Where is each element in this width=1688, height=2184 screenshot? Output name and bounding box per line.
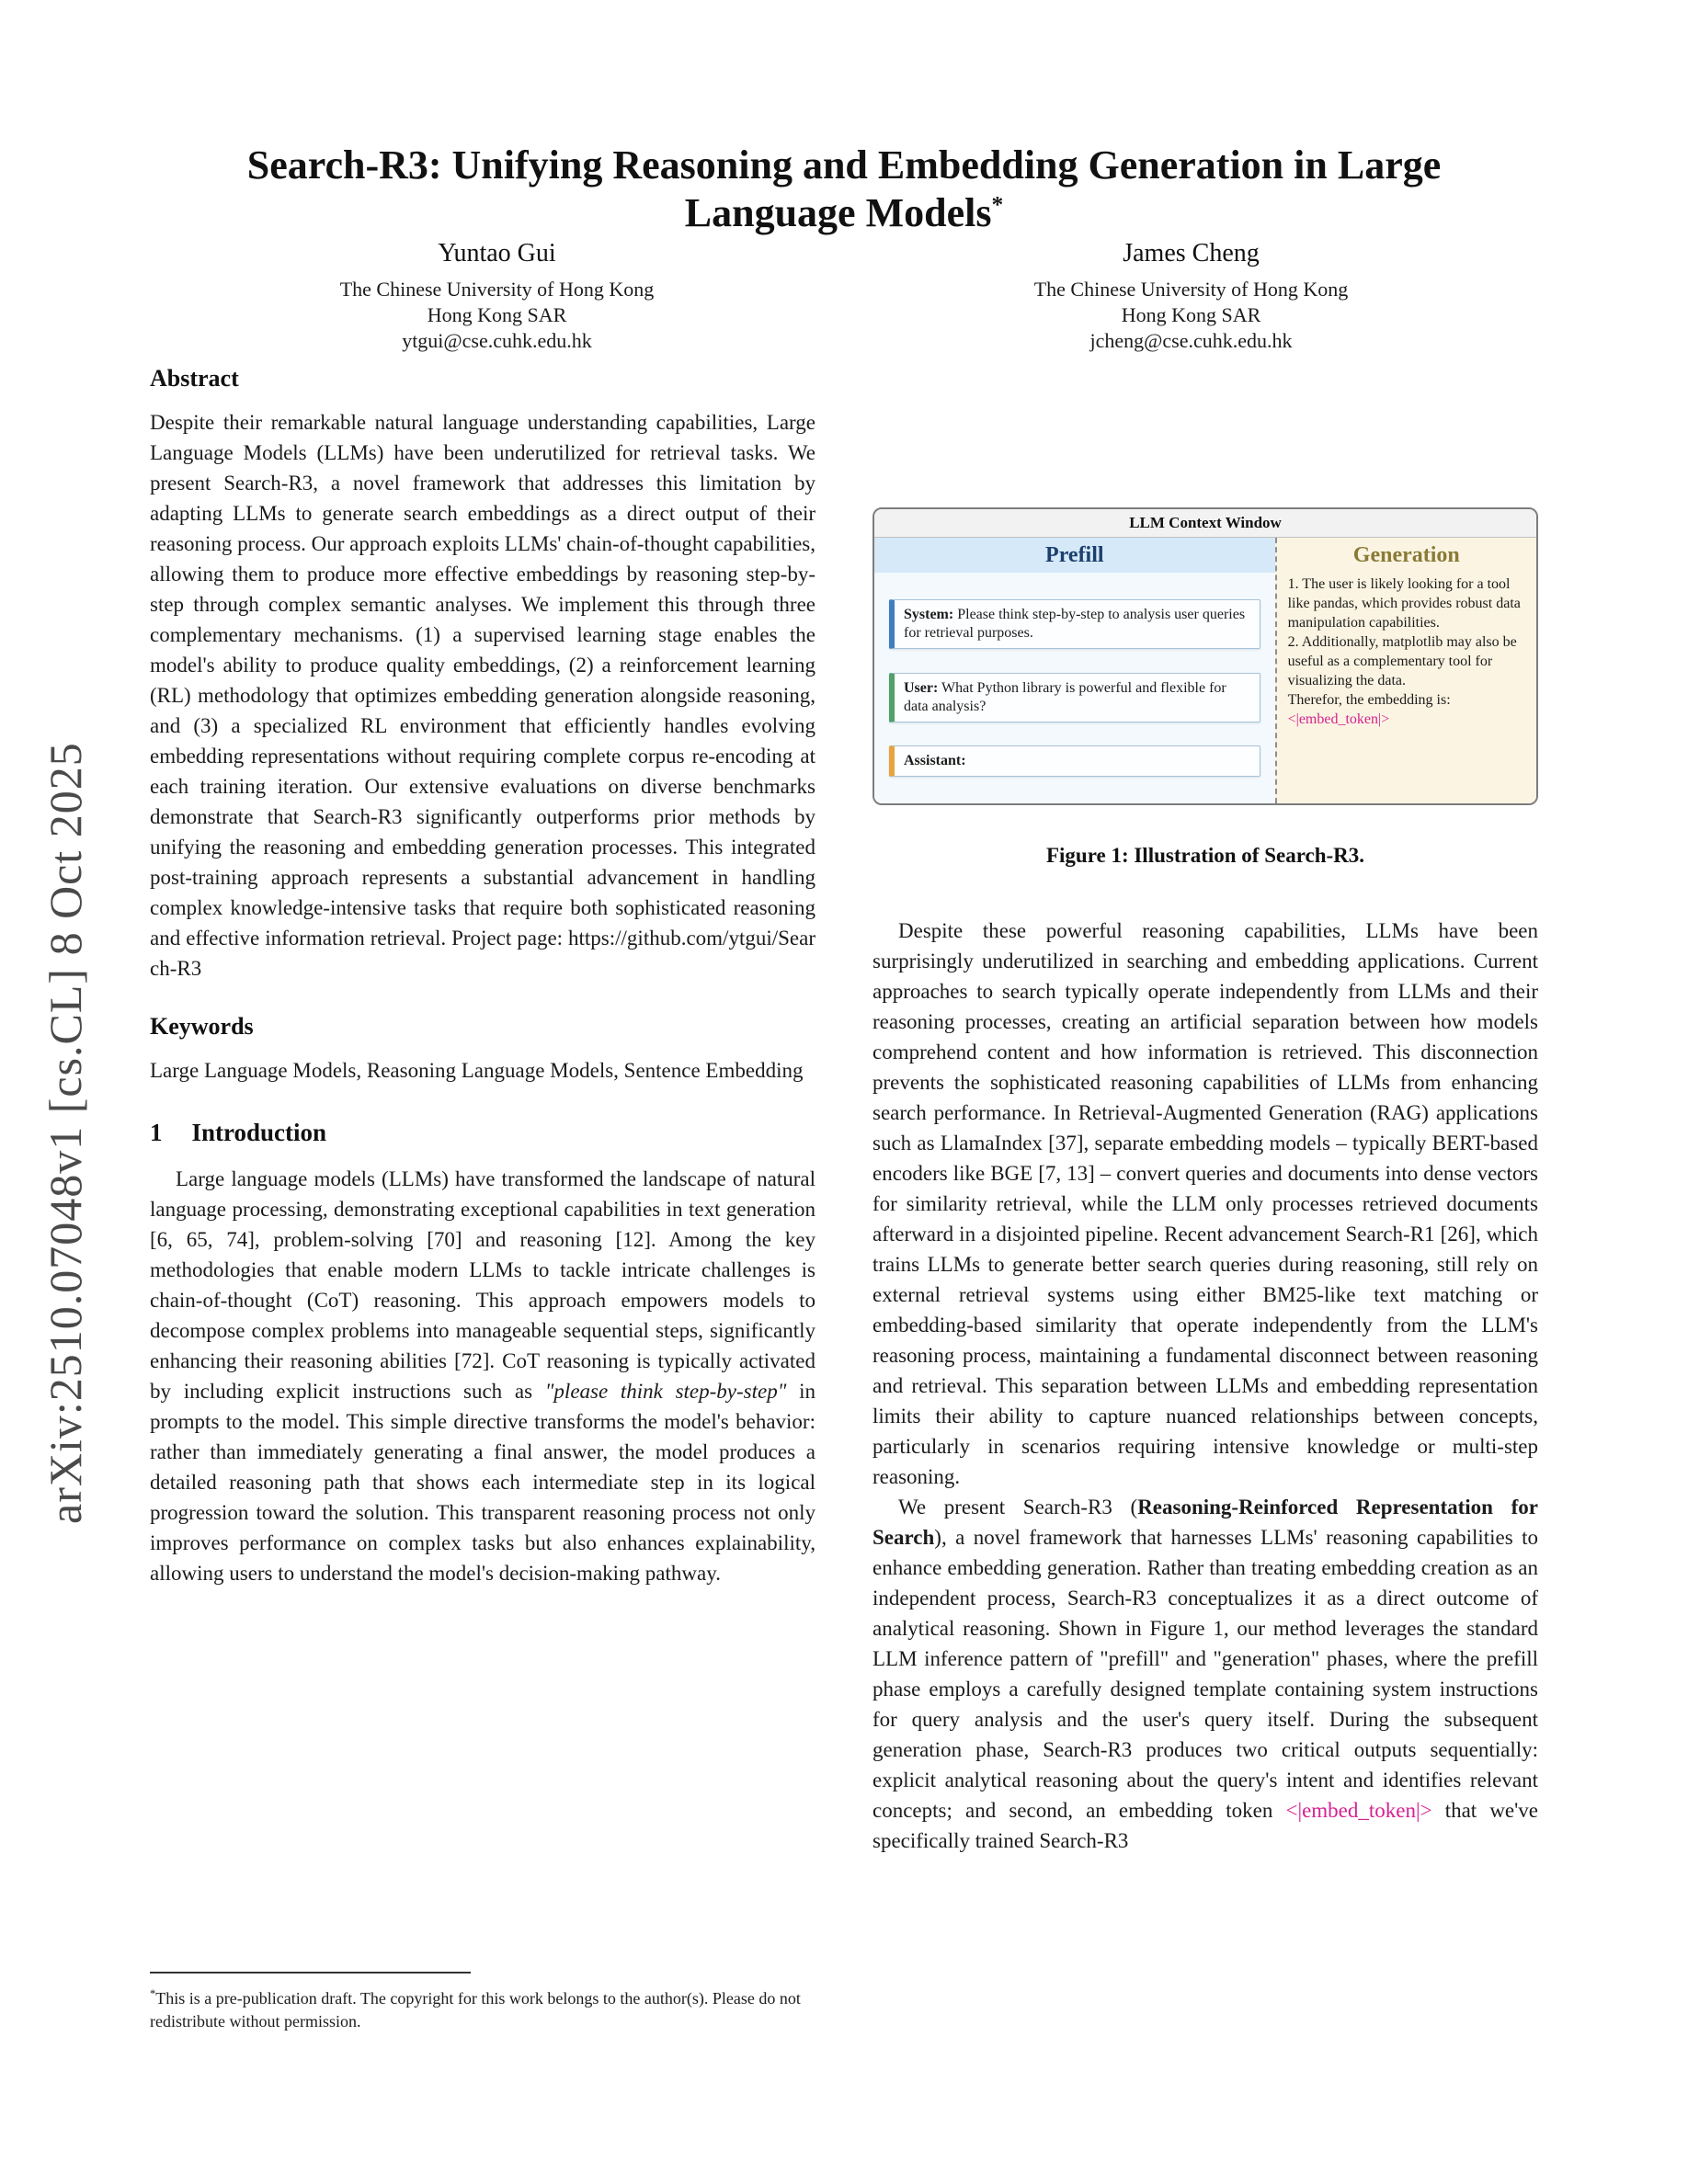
user-role-label: User: <box>904 679 939 696</box>
figure-caption: Figure 1: Illustration of Search-R3. <box>1045 844 1365 867</box>
author-region: Hong Kong SAR <box>1121 303 1261 326</box>
generation-line-3: Therefor, the embedding is: <box>1287 692 1451 708</box>
embed-token: <|embed_token|> <box>1287 711 1390 727</box>
keywords-heading: Keywords <box>150 1013 254 1040</box>
generation-line-2: 2. Additionally, matplotlib may also be useful as a complementary tool for visualizing the data. <box>1287 634 1517 688</box>
system-message-text: Please think step-by-step to analysis user queries for retrieval purposes. <box>904 607 1246 642</box>
page-columns <box>150 365 1538 1856</box>
footnote-text <box>150 1983 815 2033</box>
abstract-body: Despite their remarkable natural language understanding capabilities, Large Language Models (LLMs) have been underutilized for retrieval tasks. We present Search-R3, a novel framework that addresses this limitation by adapting LLMs to generate search embeddings as a direct output of their reasoning process. Our approach exploits LLMs' chain-of-thought capabilities, allowing them to produce more effective embeddings by reasoning step-by-step through complex semantic analyses. We implement this through three complementary mechanisms. (1) a supervised learning stage enables the model's ability to produce quality embeddings, (2) a reinforcement learning (RL) methodology that optimizes embedding generation alongside reasoning, and (3) a specialized RL environment that efficiently handles evolving embedding representations without requiring complete corpus re-encoding at each training iteration. Our extensive evaluations on diverse benchmarks demonstrate that Search-R3 significantly outperforms prior methods by unifying the reasoning and embedding generation processes. This integrated post-training approach represents a substantial advancement in handling complex knowledge-intensive tasks that require both sophisticated reasoning and effective information retrieval. Project page: <box>150 411 815 950</box>
author-affiliation: The Chinese University of Hong Kong <box>1033 278 1349 301</box>
left-column <box>150 365 815 1856</box>
authors-block <box>150 239 1538 354</box>
abstract-heading: Abstract <box>150 365 239 392</box>
section-heading-introduction <box>150 1119 815 1147</box>
author-name: Yuntao Gui <box>438 239 556 267</box>
p2-bold-name: Reasoning-Reinforced Representation for Search <box>873 1496 1538 1549</box>
embed-token-inline: <|embed_token|> <box>1285 1799 1432 1822</box>
paper-title <box>233 142 1455 237</box>
figure-1 <box>873 507 1538 868</box>
assistant-message <box>889 745 1260 777</box>
intro-text-2: in prompts to the model. This simple directive transforms the model's behavior: rather than immediately generating a final answer, the model produces a detailed reasoning path that shows each intermediate step in its logical progression toward the solution. This transparent reasoning process not only improves performance on complex tasks but also enhances explainability, allowing users to understand the model's decision-making pathway. <box>150 1380 815 1585</box>
user-message <box>889 673 1260 722</box>
author-affiliation: The Chinese University of Hong Kong <box>339 278 655 301</box>
section-number: 1 <box>150 1119 163 1146</box>
paper-title-text: Search-R3: Unifying Reasoning and Embedding Generation in Large Language Models <box>246 142 1442 235</box>
system-role-label: System: <box>904 607 954 623</box>
user-message-text: What Python library is powerful and flexible for data analysis? <box>904 679 1226 714</box>
p2-text-2: ), a novel framework that harnesses LLMs' reasoning capabilities to enhance embedding generation. Rather than treating embedding creation as an independent process, Search-R3 conceptualizes it as a direct outcome of analytical reasoning. Shown in Figure 1, our method leverages the standard LLM inference pattern of "prefill" and "generation" phases, where the prefill phase employs a carefully designed template containing system instructions for query analysis and the user's query itself. During the subsequent generation phase, Search-R3 produces two critical outputs sequentially: explicit analytical reasoning about the query's intent and identifies relevant concepts; and second, an embedding token <box>873 1526 1538 1822</box>
author-block-1 <box>150 239 844 354</box>
system-message <box>889 599 1260 649</box>
step-by-step-emphasis: "please think step-by-step" <box>544 1380 787 1403</box>
introduction-paragraph <box>150 1164 815 1588</box>
body-paragraph-2 <box>873 1492 1538 1856</box>
author-email: jcheng@cse.cuhk.edu.hk <box>1089 329 1293 352</box>
generation-text <box>1277 573 1536 738</box>
footnote-rule <box>150 1972 471 1974</box>
generation-header: Generation <box>1352 543 1460 567</box>
author-name: James Cheng <box>1123 239 1260 267</box>
author-block-2 <box>844 239 1538 354</box>
prefill-panel <box>874 538 1275 803</box>
llm-context-window <box>873 507 1538 805</box>
context-window-content <box>874 538 1536 803</box>
footnote-mark: * <box>150 1987 156 2000</box>
p2-text-1: We present Search-R3 ( <box>898 1496 1138 1519</box>
prefill-header: Prefill <box>874 538 1275 573</box>
generation-panel <box>1275 538 1536 803</box>
assistant-role-label: Assistant: <box>904 752 966 768</box>
footnote-body: This is a pre-publication draft. The copyright for this work belongs to the author(s). Please do not redistribute without permission. <box>150 1989 801 2030</box>
keywords-text: Large Language Models, Reasoning Language Models, Sentence Embedding <box>150 1059 804 1082</box>
title-block <box>150 142 1538 237</box>
project-page-link[interactable]: https://github.com/ytgui/Search-R3 <box>150 927 815 980</box>
section-title: Introduction <box>191 1119 327 1146</box>
arxiv-watermark: arXiv:2510.07048v1 [cs.CL] 8 Oct 2025 <box>40 742 91 1524</box>
prefill-messages <box>874 573 1275 803</box>
generation-line-1: 1. The user is likely looking for a tool like pandas, which provides robust data manipulation capabilities. <box>1287 576 1521 631</box>
p2-text-3: that we've specifically trained Search-R3 <box>873 1799 1538 1852</box>
body-paragraph-1: Despite these powerful reasoning capabilities, LLMs have been surprisingly underutilized in searching and embedding applications. Current approaches to search typically operate independently from LLMs and their reasoning processes, creating an artificial separation between how models comprehend content and how information is retrieved. This disconnection prevents the sophisticated reasoning capabilities of LLMs from enhancing search performance. In Retrieval-Augmented Generation (RAG) applications such as LlamaIndex [37], separate embedding models – typically BERT-based encoders like BGE [7, 13] – convert queries and documents into dense vectors for similarity retrieval, while the LLM only processes retrieved documents afterward in a disjointed pipeline. Recent advancement Search-R1 [26], which trains LLMs to generate better search queries during reasoning, still rely on external retrieval systems using either BM25-like text matching or embedding-based similarity that operate independently from the LLM's reasoning process, maintaining a fundamental disconnect between reasoning and retrieval. This separation between LLMs and embedding representation limits their ability to capture nuanced relationships between concepts, particularly in scenarios requiring intensive knowledge or multi-step reasoning. <box>873 919 1538 1488</box>
author-email: ytgui@cse.cuhk.edu.hk <box>402 329 592 352</box>
context-window-title: LLM Context Window <box>874 509 1536 538</box>
title-footnote-mark: * <box>991 190 1004 218</box>
author-region: Hong Kong SAR <box>427 303 567 326</box>
intro-text-1: Large language models (LLMs) have transformed the landscape of natural language processing, demonstrating exceptional capabilities in text generation [6, 65, 74], problem-solving [70] and reasoning [12]. Among the key methodologies that enable modern LLMs to tackle intricate challenges is chain-of-thought (CoT) reasoning. This approach empowers models to decompose complex problems into manageable sequential steps, significantly enhancing their reasoning abilities [72]. CoT reasoning is typically activated by including explicit instructions such as <box>150 1167 815 1403</box>
footnote <box>150 1972 815 2033</box>
right-column <box>873 365 1538 1856</box>
abstract-text <box>150 407 815 984</box>
